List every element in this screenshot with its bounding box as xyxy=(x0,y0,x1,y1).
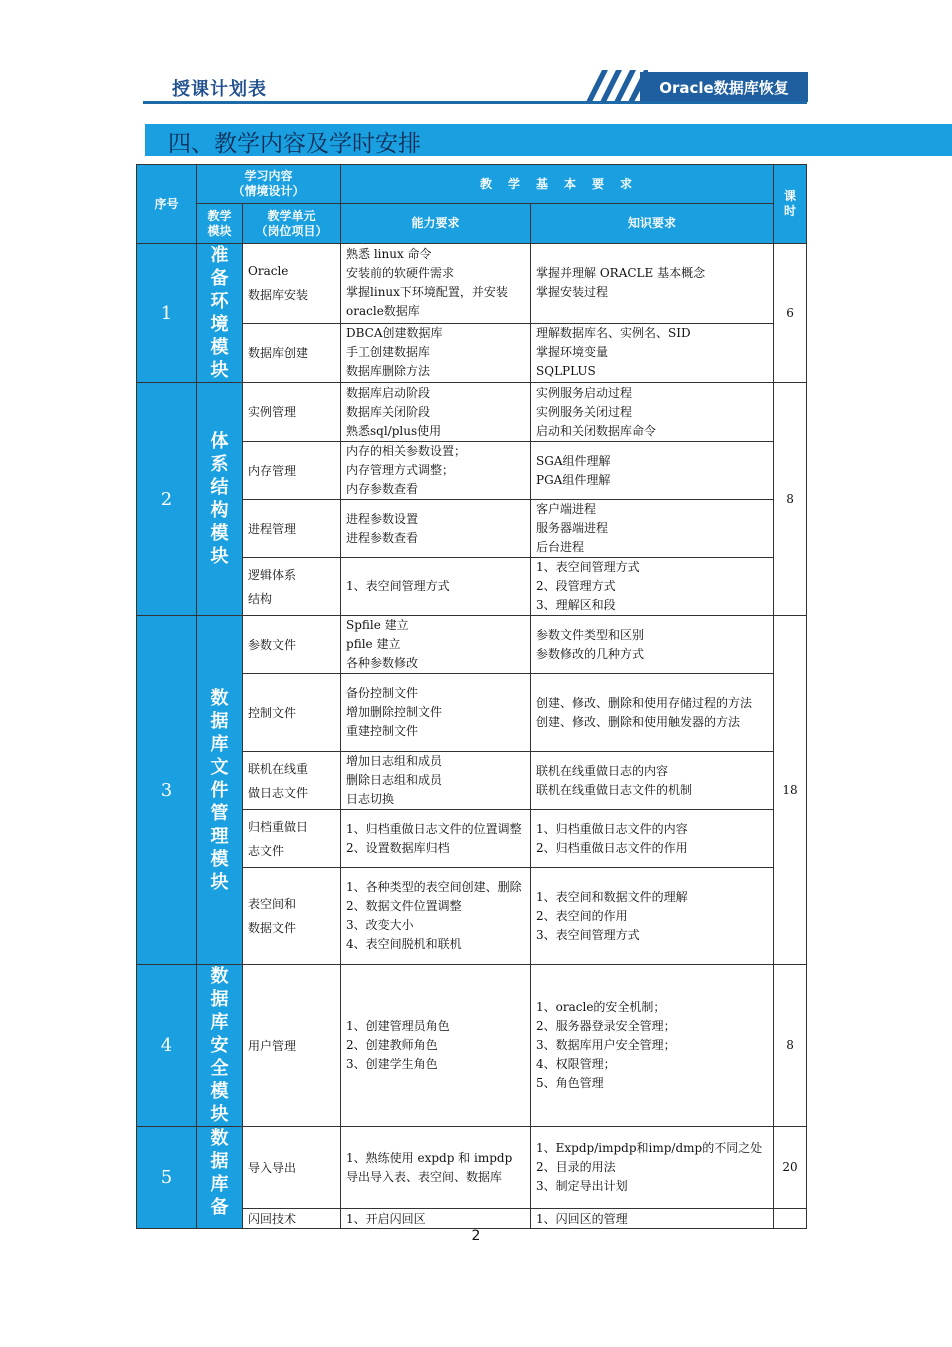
knowledge-requirement: 1、oracle的安全机制； 2、服务器登录安全管理； 3、数据库用户安全管理； 4、权限管理； 5、角色管理 xyxy=(531,965,774,1127)
ability-requirement: Spfile 建立 pfile 建立 各种参数修改 xyxy=(341,616,531,674)
ability-requirement: 1、开启闪回区 xyxy=(341,1209,531,1229)
unit-name: 闪回技术 xyxy=(243,1209,341,1229)
hours-value: 6 xyxy=(774,244,807,383)
unit-name: 导入导出 xyxy=(243,1127,341,1209)
ability-requirement: 熟悉 linux 命令 安装前的软硬件需求 掌握linux下环境配置，并安装oracle数据库 xyxy=(341,244,531,324)
group-number: 5 xyxy=(137,1127,197,1229)
hours-value: 18 xyxy=(774,616,807,965)
knowledge-requirement: 理解数据库名、实例名、SID 掌握环境变量 SQLPLUS xyxy=(531,323,774,382)
group-number: 3 xyxy=(137,616,197,965)
unit-name: 参数文件 xyxy=(243,616,341,674)
unit-name: 用户管理 xyxy=(243,965,341,1127)
unit-name: 归档重做日 志文件 xyxy=(243,810,341,868)
header-right-title: Oracle数据库恢复 xyxy=(640,72,808,102)
header-module: 教学 模块 xyxy=(197,204,243,244)
unit-name: Oracle 数据库安装 xyxy=(243,244,341,324)
header-content: 学习内容 （情境设计） xyxy=(197,165,341,204)
group-number: 4 xyxy=(137,965,197,1127)
ability-requirement: 1、熟练使用 expdp 和 impdp 导出导入表、表空间、数据库 xyxy=(341,1127,531,1209)
knowledge-requirement: 1、表空间和数据文件的理解 2、表空间的作用 3、表空间管理方式 xyxy=(531,868,774,965)
teaching-plan-table xyxy=(136,164,807,1229)
section-title: 四、教学内容及学时安排 xyxy=(168,131,421,157)
knowledge-requirement: 1、表空间管理方式 2、段管理方式 3、理解区和段 xyxy=(531,558,774,616)
unit-name: 控制文件 xyxy=(243,674,341,752)
header-knowledge: 知识要求 xyxy=(531,204,774,244)
header-requirements: 教 学 基 本 要 求 xyxy=(341,165,774,204)
ability-requirement: 1、创建管理员角色 2、创建教师角色 3、创建学生角色 xyxy=(341,965,531,1127)
unit-name: 数据库创建 xyxy=(243,323,341,382)
ability-requirement: 1、归档重做日志文件的位置调整 2、设置数据库归档 xyxy=(341,810,531,868)
knowledge-requirement: 1、归档重做日志文件的内容 2、归档重做日志文件的作用 xyxy=(531,810,774,868)
group-number: 1 xyxy=(137,244,197,383)
ability-requirement: 增加日志组和成员 删除日志组和成员 日志切换 xyxy=(341,752,531,810)
hours-value: 20 xyxy=(774,1127,807,1209)
header-unit: 教学单元 （岗位项目） xyxy=(243,204,341,244)
hours-value: 8 xyxy=(774,965,807,1127)
unit-name: 实例管理 xyxy=(243,383,341,442)
ability-requirement: DBCA创建数据库 手工创建数据库 数据库删除方法 xyxy=(341,323,531,382)
unit-name: 进程管理 xyxy=(243,500,341,558)
unit-name: 逻辑体系 结构 xyxy=(243,558,341,616)
knowledge-requirement: 1、Expdp/impdp和imp/dmp的不同之处 2、目录的用法 3、制定导出计划 xyxy=(531,1127,774,1209)
header-rule xyxy=(143,101,807,104)
knowledge-requirement: 参数文件类型和区别 参数修改的几种方式 xyxy=(531,616,774,674)
header-no: 序号 xyxy=(137,165,197,244)
knowledge-requirement: 联机在线重做日志的内容 联机在线重做日志文件的机制 xyxy=(531,752,774,810)
page-number: 2 xyxy=(471,1228,481,1244)
unit-name: 内存管理 xyxy=(243,442,341,500)
hours-value: 8 xyxy=(774,383,807,616)
header-ability: 能力要求 xyxy=(341,204,531,244)
module-name: 数 据 库 文 件 管 理 模 块 xyxy=(197,616,243,965)
ability-requirement: 备份控制文件 增加删除控制文件 重建控制文件 xyxy=(341,674,531,752)
ability-requirement: 数据库启动阶段 数据库关闭阶段 熟悉sql/plus使用 xyxy=(341,383,531,442)
ability-requirement: 进程参数设置 进程参数查看 xyxy=(341,500,531,558)
header-hours: 课 时 xyxy=(774,165,807,244)
knowledge-requirement: 客户端进程 服务器端进程 后台进程 xyxy=(531,500,774,558)
module-name: 数 据 库 安 全 模 块 xyxy=(197,965,243,1127)
knowledge-requirement: 掌握并理解 ORACLE 基本概念 掌握安装过程 xyxy=(531,244,774,324)
group-number: 2 xyxy=(137,383,197,616)
ability-requirement: 1、各种类型的表空间创建、删除 2、数据文件位置调整 3、改变大小 4、表空间脱机和联机 xyxy=(341,868,531,965)
knowledge-requirement: SGA组件理解 PGA组件理解 xyxy=(531,442,774,500)
knowledge-requirement: 创建、修改、删除和使用存储过程的方法 创建、修改、删除和使用触发器的方法 xyxy=(531,674,774,752)
module-name: 数 据 库 备 xyxy=(197,1127,243,1229)
header-stripes-decoration xyxy=(568,70,648,102)
module-name: 体 系 结 构 模 块 xyxy=(197,383,243,616)
hours-empty xyxy=(774,1209,807,1229)
knowledge-requirement: 1、闪回区的管理 xyxy=(531,1209,774,1229)
knowledge-requirement: 实例服务启动过程 实例服务关闭过程 启动和关闭数据库命令 xyxy=(531,383,774,442)
header-left-title: 授课计划表 xyxy=(172,79,267,100)
unit-name: 联机在线重 做日志文件 xyxy=(243,752,341,810)
module-name: 准 备 环 境 模 块 xyxy=(197,244,243,383)
ability-requirement: 1、表空间管理方式 xyxy=(341,558,531,616)
unit-name: 表空间和 数据文件 xyxy=(243,868,341,965)
ability-requirement: 内存的相关参数设置； 内存管理方式调整； 内存参数查看 xyxy=(341,442,531,500)
